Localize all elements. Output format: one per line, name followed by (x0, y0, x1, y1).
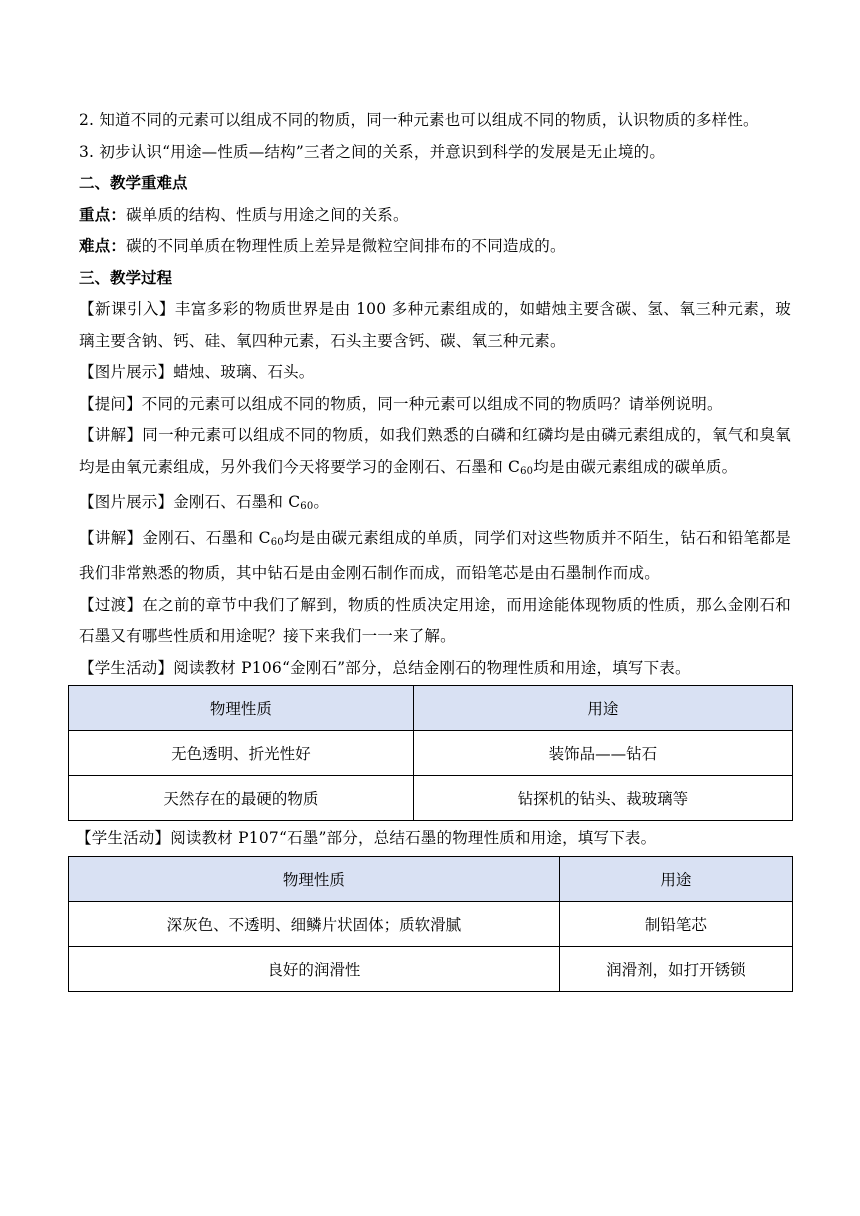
header-uses: 用途 (413, 686, 792, 731)
student-activity-2: 【学生活动】阅读教材 P107“石墨”部分，总结石墨的物理性质和用途，填写下表。 (76, 829, 657, 847)
table-row (69, 731, 793, 776)
c60-subscript: 60 (300, 501, 314, 512)
c60-subscript: 60 (270, 536, 284, 548)
diamond-properties-table (68, 685, 793, 821)
explain-1-text-b: 均是由碳元素组成的碳单质。 (533, 457, 738, 476)
explain-2-text-b: 均是由碳元素组成的单质，同学们对这些物质并不陌生，钻石和铅笔都是我们非常熟悉的物质，其中钻石是由金刚石制作而成，而铅笔芯是由石墨制作而成。 (79, 528, 791, 582)
table-cell: 良好的润滑性 (69, 946, 560, 991)
header-physical-properties: 物理性质 (69, 686, 414, 731)
table-header-row (69, 856, 793, 901)
table-cell: 装饰品——钻石 (413, 731, 792, 776)
difficult-point-label: 难点： (79, 237, 127, 255)
explain-paragraph-2 (79, 523, 791, 590)
header-physical-properties: 物理性质 (69, 856, 560, 901)
graphite-properties-table (68, 856, 793, 992)
table-cell: 钻探机的钻头、裁玻璃等 (413, 776, 792, 821)
table-header-row (69, 686, 793, 731)
table-cell: 深灰色、不透明、细鳞片状固体；质软滑腻 (69, 901, 560, 946)
picture-display-1: 【图片展示】蜡烛、玻璃、石头。 (79, 363, 315, 381)
picture-display-2 (79, 487, 791, 523)
pic-2-text-a: 【图片展示】金刚石、石墨和 C (79, 493, 301, 511)
intro-paragraph: 【新课引入】丰富多彩的物质世界是由 100 多种元素组成的，如蜡烛主要含碳、氢、氧三种元素，玻璃主要含钠、钙、硅、氧四种元素，石头主要含钙、碳、氧三种元素。 (79, 300, 791, 350)
document-content (76, 105, 791, 992)
table-cell: 天然存在的最硬的物质 (69, 776, 414, 821)
explain-paragraph-1 (79, 420, 791, 487)
key-point-label: 重点： (79, 205, 127, 224)
explain-1-text-a: 【讲解】同一种元素可以组成不同的物质，如我们熟悉的白磷和红磷均是由磷元素组成的，氧气和臭氧均是由氧元素组成，另外我们今天将要学习的金刚石、石墨和 C (79, 426, 791, 476)
question-paragraph: 【提问】不同的元素可以组成不同的物质，同一种元素可以组成不同的物质吗？请举例说明。 (79, 394, 723, 413)
header-uses: 用途 (559, 856, 792, 901)
student-activity-1: 【学生活动】阅读教材 P106“金刚石”部分，总结金刚石的物理性质和用途，填写下表。 (79, 658, 691, 677)
table-row (69, 776, 793, 821)
key-point (79, 200, 791, 232)
objective-2: 2. 知道不同的元素可以组成不同的物质，同一种元素也可以组成不同的物质，认识物质的多样性。 (79, 111, 759, 129)
table-row (69, 946, 793, 991)
difficult-point-text: 碳的不同单质在物理性质上差异是微粒空间排布的不同造成的。 (126, 237, 566, 255)
difficult-point (79, 231, 791, 263)
key-point-text: 碳单质的结构、性质与用途之间的关系。 (126, 205, 409, 224)
pic-2-text-b: 。 (313, 493, 330, 511)
transition-paragraph: 【过渡】在之前的章节中我们了解到，物质的性质决定用途，而用途能体现物质的性质，那么金刚石和石墨又有哪些性质和用途呢？接下来我们一一来了解。 (79, 595, 791, 645)
table-cell: 润滑剂，如打开锈锁 (559, 946, 792, 991)
section-heading-process: 三、教学过程 (79, 268, 173, 287)
objective-3: 3. 初步认识“用途—性质—结构”三者之间的关系，并意识到科学的发展是无止境的。 (79, 142, 666, 161)
table-cell: 无色透明、折光性好 (69, 731, 414, 776)
explain-2-text-a: 【讲解】金刚石、石墨和 C (79, 528, 271, 547)
table-row (69, 901, 793, 946)
c60-subscript: 60 (520, 465, 534, 477)
table-cell: 制铅笔芯 (559, 901, 792, 946)
section-heading-key-points: 二、教学重难点 (79, 174, 188, 192)
